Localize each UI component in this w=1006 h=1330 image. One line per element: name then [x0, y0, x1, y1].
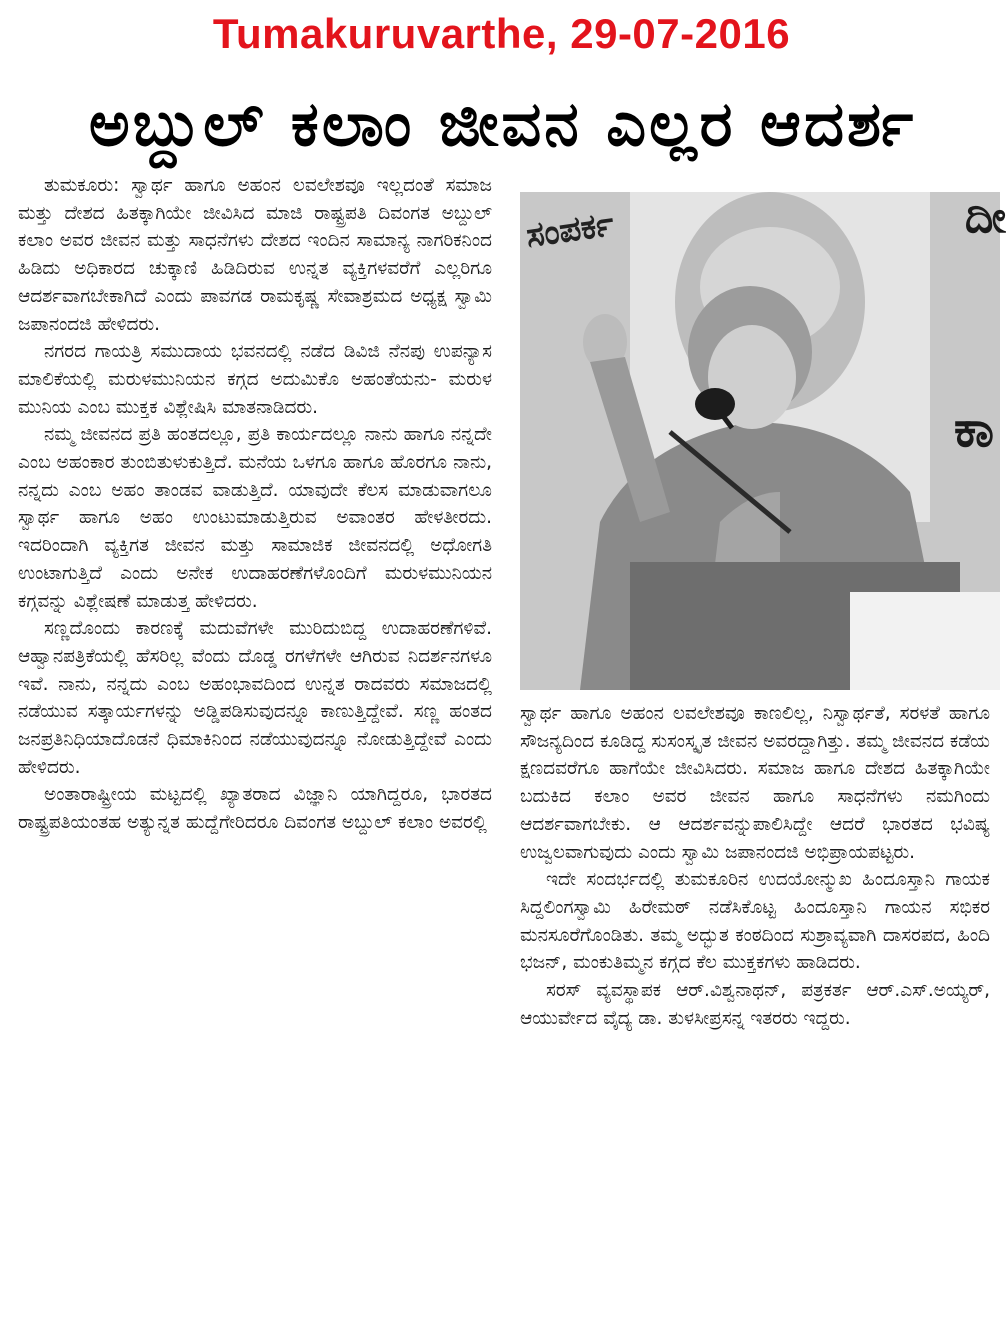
newspaper-masthead: Tumakuruvarthe, 29-07-2016 — [212, 10, 791, 57]
banner-text: ಸಂಪರ್ಕ — [523, 204, 617, 256]
speaker-photo — [520, 192, 1006, 690]
banner-text: ದೀ — [964, 192, 1006, 243]
article-paragraph: ನಗರದ ಗಾಯತ್ರಿ ಸಮುದಾಯ ಭವನದಲ್ಲಿ ನಡೆದ ಡಿವಿಜಿ ನೆನಪು ಉಪನ್ಯಾಸ ಮಾಲಿಕೆಯಲ್ಲಿ ಮರುಳಮುನಿಯನ ಕಗ್ಗದ ಅದುಮಿಕೊ ಅಹಂತೆಯನು- ಮರುಳ ಮುನಿಯ ಎಂಬ ಮುಕ್ತಕ ವಿಶ್ಲೇಷಿಸಿ ಮಾತನಾಡಿದರು. — [18, 341, 492, 418]
article-paragraph: ಸ್ವಾರ್ಥ ಹಾಗೂ ಅಹಂನ ಲವಲೇಶವೂ ಕಾಣಲಿಲ್ಲ, ನಿಸ್ವಾರ್ಥತೆ, ಸರಳತೆ ಹಾಗೂ ಸೌಜನ್ಯದಿಂದ ಕೂಡಿದ್ದ ಸುಸಂಸ್ಕೃತ ಜೀವನ ಅವರದ್ದಾಗಿತ್ತು. ತಮ್ಮ ಜೀವನದ ಕಡೆಯ ಕ್ಷಣದವರೆಗೂ ಹಾಗೆಯೇ ಜೀವಿಸಿದರು. ಸಮಾಜ ಹಾಗೂ ದೇಶದ ಹಿತಕ್ಕಾಗಿಯೇ ಬದುಕಿದ ಕಲಾಂ ಅವರ ಜೀವನ ಹಾಗೂ ಸಾಧನೆಗಳು ನಮಗಿಂದು ಆದರ್ಶವಾಗಬೇಕು. ಆ ಆದರ್ಶವನ್ನುಪಾಲಿಸಿದ್ದೇ ಆದರೆ ಭಾರತದ ಭವಿಷ್ಯ ಉಜ್ವಲವಾಗುವುದು ಎಂದು ಸ್ವಾಮಿ ಜಪಾನಂದಜಿ ಅಭಿಪ್ರಾಯಪಟ್ಟರು. — [520, 703, 990, 863]
article-paragraph: ಇದೇ ಸಂದರ್ಭದಲ್ಲಿ ತುಮಕೂರಿನ ಉದಯೋನ್ಮುಖ ಹಿಂದೂಸ್ತಾನಿ ಗಾಯಕ ಸಿದ್ದಲಿಂಗಸ್ವಾಮಿ ಹಿರೇಮಠ್ ನಡೆಸಿಕೊಟ್ಟ ಹಿಂದೂಸ್ತಾನಿ ಗಾಯನ ಸಭಿಕರ ಮನಸೂರೆಗೊಂಡಿತು. ತಮ್ಮ ಅದ್ಭುತ ಕಂಠದಿಂದ ಸುಶ್ರಾವ್ಯವಾಗಿ ದಾಸರಪದ, ಹಿಂದಿ ಭಜನ್, ಮಂಕುತಿಮ್ಮನ ಕಗ್ಗದ ಕೆಲ ಮುಕ್ತಕಗಳು ಹಾಡಿದರು. — [520, 869, 990, 974]
article-paragraph: ಸರಸ್ ವ್ಯವಸ್ಥಾಪಕ ಆರ್.ವಿಶ್ವನಾಥನ್, ಪತ್ರಕರ್ತ ಆರ್.ಎಸ್.ಅಯ್ಯರ್, ಆಯುರ್ವೇದ ವೈದ್ಯ ಡಾ. ತುಳಸೀಪ್ರಸನ್ನ ಇತರರು ಇದ್ದರು. — [520, 980, 990, 1029]
banner-text: ಕಾ — [953, 400, 994, 458]
article-paragraph: ಸಣ್ಣದೊಂದು ಕಾರಣಕ್ಕೆ ಮದುವೆಗಳೇ ಮುರಿದುಬಿದ್ದ ಉದಾಹರಣೆಗಳಿವೆ. ಆಹ್ವಾನಪತ್ರಿಕೆಯಲ್ಲಿ ಹೆಸರಿಲ್ಲ ವೆಂದು ದೊಡ್ಡ ರಗಳೆಗಳೇ ಆಗಿರುವ ನಿದರ್ಶನಗಳೂ ಇವೆ. ನಾನು, ನನ್ನದು ಎಂಬ ಅಹಂಭಾವದಿಂದ ಉನ್ನತ ರಾದವರು ಸಮಾಜದಲ್ಲಿ ನಡೆಯುವ ಸತ್ಕಾರ್ಯಗಳನ್ನು ಅಡ್ಡಿಪಡಿಸುವುದನ್ನೂ ಕಾಣುತ್ತಿದ್ದೇವೆ. ಸಣ್ಣ ಹಂತದ ಜನಪ್ರತಿನಿಧಿಯಾದೊಡನೆ ಧಿಮಾಕಿನಿಂದ ನಡೆಯುವುದನ್ನೂ ನೋಡುತ್ತಿದ್ದೇವೆ ಎಂದು ಹೇಳಿದರು. — [18, 618, 492, 778]
article-column-left — [18, 172, 492, 837]
article-paragraph: ಅಂತಾರಾಷ್ಟ್ರೀಯ ಮಟ್ಟದಲ್ಲಿ ಖ್ಯಾತರಾದ ವಿಜ್ಞಾನಿ ಯಾಗಿದ್ದರೂ, ಭಾರತದ ರಾಷ್ಟ್ರಪತಿಯಂತಹ ಅತ್ಯುನ್ನತ ಹುದ್ದೆಗೇರಿದರೂ ದಿವಂಗತ ಅಬ್ದುಲ್ ಕಲಾಂ ಅವರಲ್ಲಿ — [18, 784, 492, 834]
article-paragraph: ತುಮಕೂರು: ಸ್ವಾರ್ಥ ಹಾಗೂ ಅಹಂನ ಲವಲೇಶವೂ ಇಲ್ಲದಂತೆ ಸಮಾಜ ಮತ್ತು ದೇಶದ ಹಿತಕ್ಕಾಗಿಯೇ ಜೀವಿಸಿದ ಮಾಜಿ ರಾಷ್ಟ್ರಪತಿ ದಿವಂಗತ ಅಬ್ದುಲ್ ಕಲಾಂ ಅವರ ಜೀವನ ಮತ್ತು ಸಾಧನೆಗಳು ದೇಶದ ಇಂದಿನ ಸಾಮಾನ್ಯ ನಾಗರಿಕನಿಂದ ಹಿಡಿದು ಅಧಿಕಾರದ ಚುಕ್ಕಾಣಿ ಹಿಡಿದಿರುವ ಉನ್ನತ ವ್ಯಕ್ತಿಗಳವರೆಗೆ ಎಲ್ಲರಿಗೂ ಆದರ್ಶವಾಗಬೇಕಾಗಿದೆ ಎಂದು ಪಾವಗಡ ರಾಮಕೃಷ್ಣ ಸೇವಾಶ್ರಮದ ಅಧ್ಯಕ್ಷ ಸ್ವಾಮಿ ಜಪಾನಂದಜಿ ಹೇಳಿದರು. — [18, 175, 492, 335]
article-paragraph: ನಮ್ಮ ಜೀವನದ ಪ್ರತಿ ಹಂತದಲ್ಲೂ, ಪ್ರತಿ ಕಾರ್ಯದಲ್ಲೂ ನಾನು ಹಾಗೂ ನನ್ನದೇ ಎಂಬ ಅಹಂಕಾರ ತುಂಬಿತುಳುಕುತ್ತಿದೆ. ಮನೆಯ ಒಳಗೂ ಹಾಗೂ ಹೊರಗೂ ನಾನು, ನನ್ನದು ಎಂಬ ಅಹಂ ತಾಂಡವ ವಾಡುತ್ತಿದೆ. ಯಾವುದೇ ಕೆಲಸ ಮಾಡುವಾಗಲೂ ಸ್ವಾರ್ಥ ಹಾಗೂ ಅಹಂ ಉಂಟುಮಾಡುತ್ತಿರುವ ಅವಾಂತರ ಹೇಳತೀರದು. ಇದರಿಂದಾಗಿ ವ್ಯಕ್ತಿಗತ ಜೀವನ ಮತ್ತು ಸಾಮಾಜಿಕ ಜೀವನದಲ್ಲಿ ಅಧೋಗತಿ ಉಂಟಾಗುತ್ತಿದೆ ಎಂದು ಅನೇಕ ಉದಾಹರಣೆಗಳೊಂದಿಗೆ ಮರುಳಮುನಿಯನ ಕಗ್ಗವನ್ನು ವಿಶ್ಲೇಷಣೆ ಮಾಡುತ್ತ ಹೇಳಿದರು. — [18, 424, 492, 612]
article-column-right — [520, 700, 990, 1032]
article-headline: ಅಬ್ದುಲ್ ಕಲಾಂ ಜೀವನ ಎಲ್ಲರ ಆದರ್ಶ — [88, 87, 917, 160]
speaker-illustration — [520, 192, 1000, 690]
